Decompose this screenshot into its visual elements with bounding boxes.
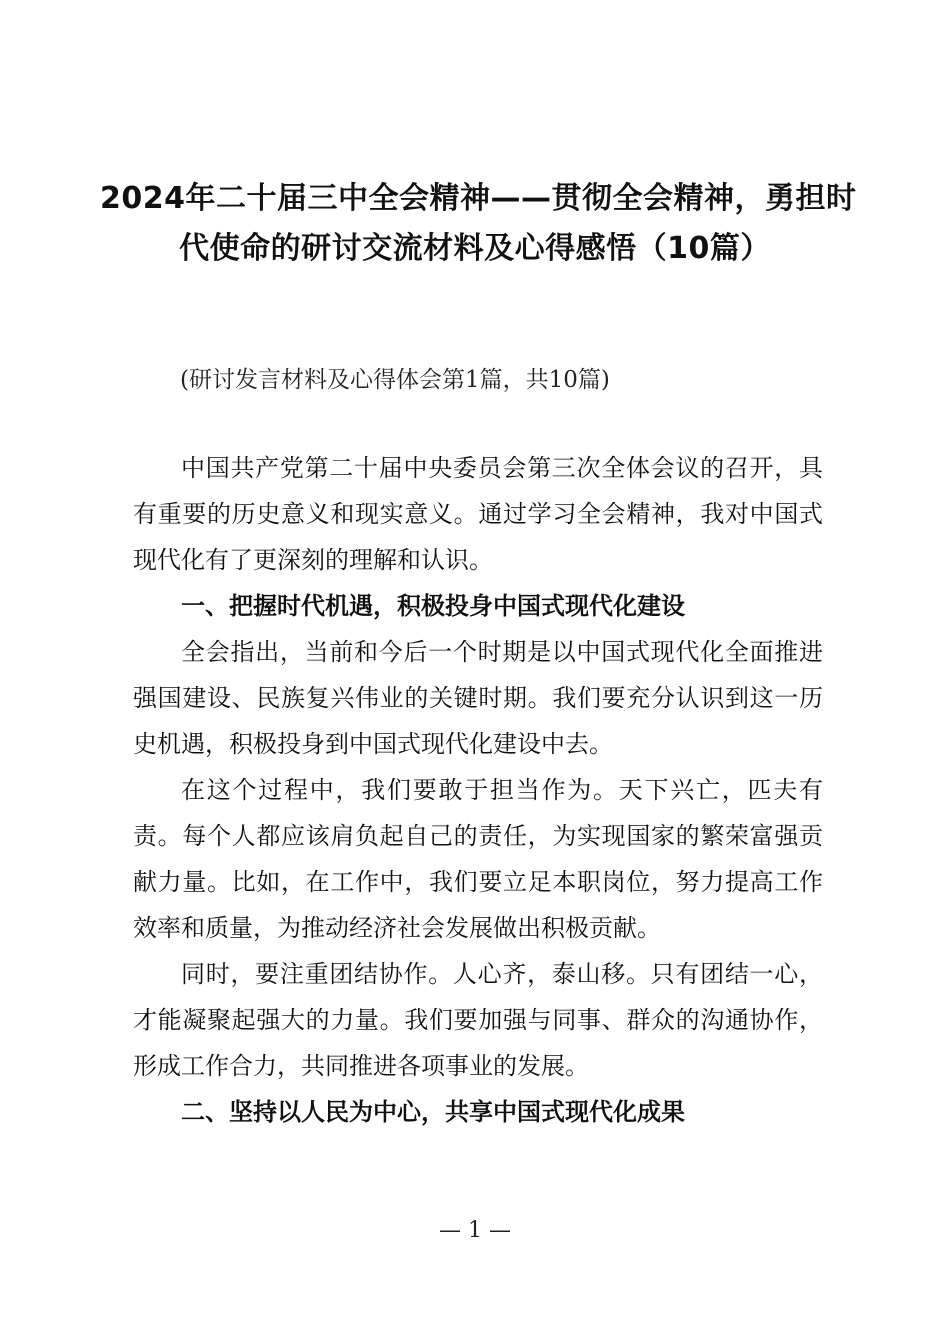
section-heading: 二、坚持以人民为中心，共享中国式现代化成果 [181, 1098, 685, 1126]
document-body [133, 445, 823, 1135]
title-line: 2024年二十届三中全会精神——贯彻全会精神，勇担时 [100, 181, 857, 216]
paragraph: 同时，要注重团结协作。人心齐，泰山移。只有团结一心，才能凝聚起强大的力量。我们要加强与同事、群众的沟通协作，形成工作合力，共同推进各项事业的发展。 [133, 960, 823, 1080]
section-heading: 一、把握时代机遇，积极投身中国式现代化建设 [181, 592, 685, 620]
document-subtitle: (研讨发言材料及心得体会第1篇，共10篇) [180, 367, 610, 393]
paragraph: 在这个过程中，我们要敢于担当作为。天下兴亡，匹夫有责。每个人都应该肩负起自己的责任，为实现国家的繁荣富强贡献力量。比如，在工作中，我们要立足本职岗位，努力提高工作效率和质量，为推动经济社会发展做出积极贡献。 [133, 776, 823, 942]
document-title [100, 174, 857, 274]
paragraph: 中国共产党第二十届中央委员会第三次全体会议的召开，具有重要的历史意义和现实意义。通过学习全会精神，我对中国式现代化有了更深刻的理解和认识。 [133, 454, 823, 574]
paragraph: 全会指出，当前和今后一个时期是以中国式现代化全面推进强国建设、民族复兴伟业的关键时期。我们要充分认识到这一历史机遇，积极投身到中国式现代化建设中去。 [133, 638, 823, 758]
page-number: — 1 — [439, 1218, 511, 1243]
title-line: 代使命的研讨交流材料及心得感悟（10篇） [179, 231, 771, 266]
